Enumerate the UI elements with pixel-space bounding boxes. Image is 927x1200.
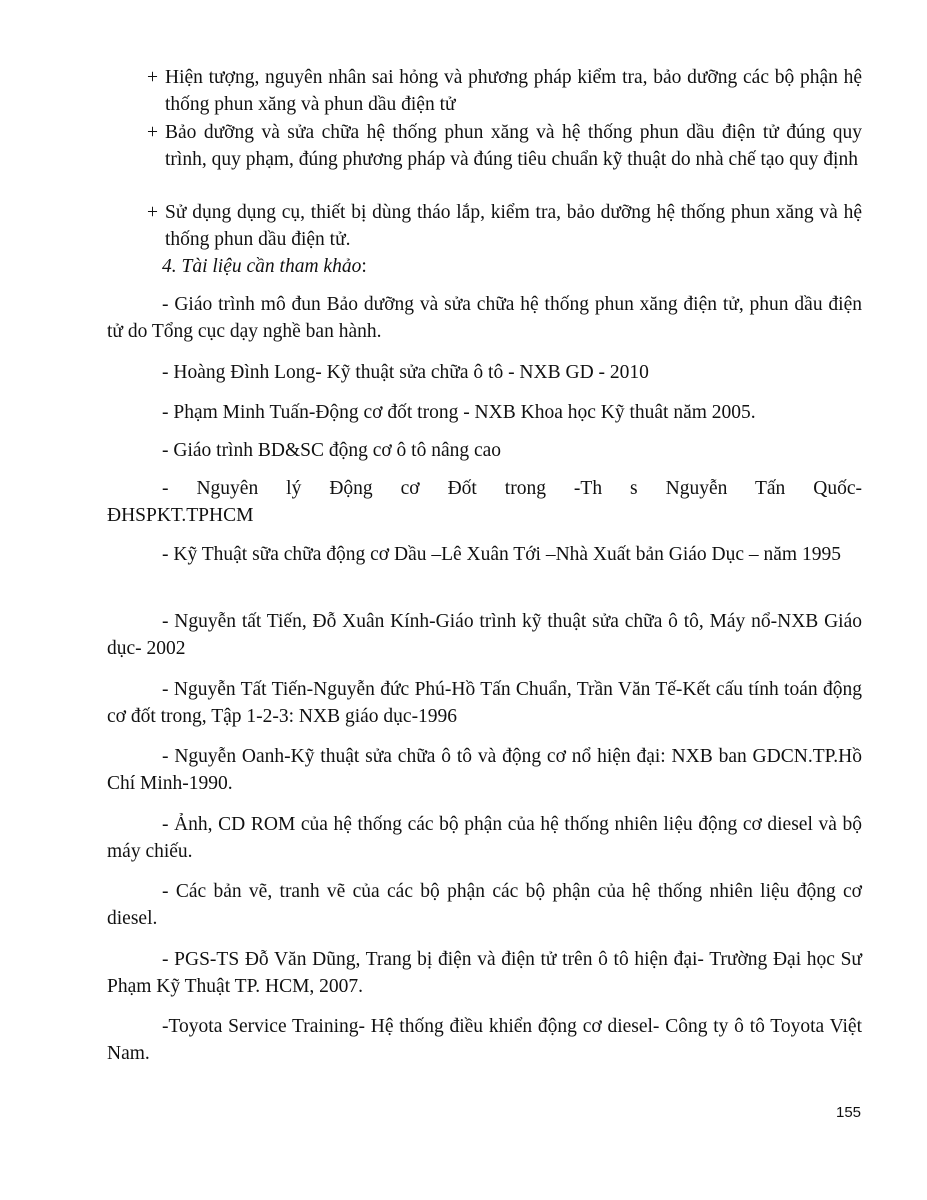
reference-item: - Hoàng Đình Long- Kỹ thuật sửa chữa ô tô - NXB GD - 2010 [162, 362, 649, 383]
page-number: 155 [836, 1104, 862, 1121]
reference-item: - Nguyễn Oanh-Kỹ thuật sửa chữa ô tô và động cơ nổ hiện đại: NXB ban GDCN.TP.Hồ Chí Minh-1990. [107, 746, 862, 794]
reference-item: - Ảnh, CD ROM của hệ thống các bộ phận của hệ thống nhiên liệu động cơ diesel và bộ máy chiếu. [107, 814, 862, 862]
reference-item: - Phạm Minh Tuấn-Động cơ đốt trong - NXB Khoa học Kỹ thuât năm 2005. [162, 402, 756, 423]
reference-item: - Kỹ Thuật sữa chữa động cơ Dầu –Lê Xuân Tới –Nhà Xuất bản Giáo Dục – năm 1995 [162, 544, 841, 565]
reference-item: - Nguyễn tất Tiến, Đỗ Xuân Kính-Giáo trình kỹ thuật sửa chữa ô tô, Máy nổ-NXB Giáo dục- 2002 [107, 611, 862, 659]
bullet-marker: + [147, 122, 158, 143]
objective-bullet [147, 120, 862, 173]
reference-item: - Nguyên lý Động cơ Đốt trong -Th s Nguyễn Tấn Quốc-ĐHSPKT.TPHCM [107, 478, 862, 526]
objective-bullet [147, 65, 862, 118]
reference-item: - Nguyễn Tất Tiến-Nguyễn đức Phú-Hồ Tấn Chuẩn, Trần Văn Tế-Kết cấu tính toán động cơ đốt trong, Tập 1-2-3: NXB giáo dục-1996 [107, 679, 862, 727]
bullet-text: Sử dụng dụng cụ, thiết bị dùng tháo lắp, kiểm tra, bảo dưỡng hệ thống phun xăng và hệ thống phun dầu điện tử. [165, 202, 862, 250]
reference-item: - PGS-TS Đỗ Văn Dũng, Trang bị điện và điện tử trên ô tô hiện đại- Trường Đại học Sư Phạm Kỹ Thuật TP. HCM, 2007. [107, 949, 862, 997]
bullet-marker: + [147, 202, 158, 223]
section-heading [162, 254, 917, 281]
bullet-text: Bảo dưỡng và sửa chữa hệ thống phun xăng và hệ thống phun dầu điện tử đúng quy trình, quy phạm, đúng phương pháp và đúng tiêu chuẩn kỹ thuật do nhà chế tạo quy định [165, 122, 862, 170]
bullet-marker: + [147, 67, 158, 88]
reference-item: - Giáo trình BD&SC động cơ ô tô nâng cao [162, 440, 502, 461]
section-heading-colon: : [361, 256, 367, 277]
bullet-text: Hiện tượng, nguyên nhân sai hỏng và phương pháp kiểm tra, bảo dưỡng các bộ phận hệ thống phun xăng và phun dầu điện tử [165, 67, 862, 115]
objective-bullet [147, 200, 862, 253]
reference-item: -Toyota Service Training- Hệ thống điều khiển động cơ diesel- Công ty ô tô Toyota Việt Nam. [107, 1016, 862, 1064]
section-heading-text: 4. Tài liệu cần tham khảo [162, 256, 362, 277]
reference-item: - Giáo trình mô đun Bảo dưỡng và sửa chữa hệ thống phun xăng điện tử, phun dầu điện tử do Tổng cục dạy nghề ban hành. [107, 294, 862, 342]
reference-item: - Các bản vẽ, tranh vẽ của các bộ phận các bộ phận của hệ thống nhiên liệu động cơ diesel. [107, 881, 862, 929]
